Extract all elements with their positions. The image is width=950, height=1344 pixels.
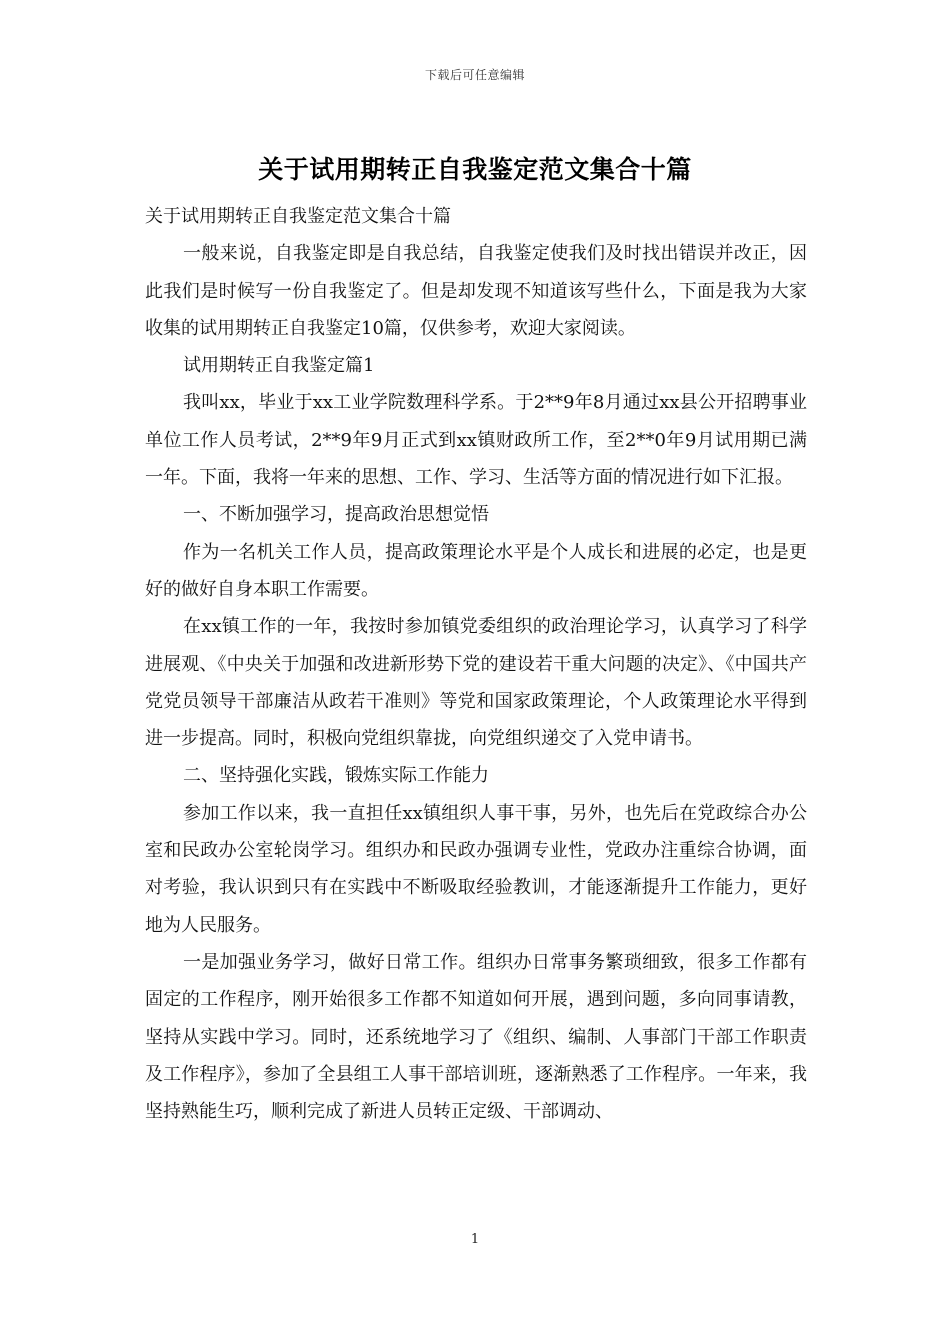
paragraph: 我叫xx，毕业于xx工业学院数理科学系。于2**9年8月通过xx县公开招聘事业单位工作人员考试，2**9年9月正式到xx镇财政所工作，至2**0年9月试用期已满一年。下面，我将一年来的思想、工作、学习、生活等方面的情况进行如下汇报。 <box>145 392 807 489</box>
paragraph: 一般来说，自我鉴定即是自我总结，自我鉴定使我们及时找出错误并改正，因此我们是时候写一份自我鉴定了。但是却发现不知道该写些什么，下面是我为大家收集的试用期转正自我鉴定10篇，仅供参考，欢迎大家阅读。 <box>145 243 807 339</box>
section-heading: 二、坚持强化实践，锻炼实际工作能力 <box>183 765 489 787</box>
paragraph: 在xx镇工作的一年，我按时参加镇党委组织的政治理论学习，认真学习了科学进展观、《中央关于加强和改进新形势下党的建设若干重大问题的决定》、《中国共产党党员领导干部廉洁从政若干准则》等党和国家政策理论，个人政策理论水平得到进一步提高。同时，积极向党组织靠拢，向党组织递交了入党申请书。 <box>145 616 807 750</box>
document-body <box>145 198 807 1130</box>
document-title: 关于试用期转正自我鉴定范文集合十篇 <box>258 155 692 184</box>
paragraph: 参加工作以来，我一直担任xx镇组织人事干事，另外，也先后在党政综合办公室和民政办公室轮岗学习。组织办和民政办强调专业性，党政办注重综合协调，面对考验，我认识到只有在实践中不断吸取经验教训，才能逐渐提升工作能力，更好地为人民服务。 <box>145 802 807 936</box>
page-number: 1 <box>470 1232 480 1247</box>
paragraph: 作为一名机关工作人员，提高政策理论水平是个人成长和进展的必定，也是更好的做好自身本职工作需要。 <box>145 541 807 600</box>
paragraph-subtitle: 关于试用期转正自我鉴定范文集合十篇 <box>145 206 451 227</box>
header-note: 下载后可任意编辑 <box>424 68 525 82</box>
section-heading: 一、不断加强学习，提高政治思想觉悟 <box>183 504 489 526</box>
paragraph: 一是加强业务学习，做好日常工作。组织办日常事务繁琐细致，很多工作都有固定的工作程序，刚开始很多工作都不知道如何开展，遇到问题，多向同事请教，坚持从实践中学习。同时，还系统地学习了《组织、编制、人事部门干部工作职责及工作程序》，参加了全县组工人事干部培训班，逐渐熟悉了工作程序。一年来，我坚持熟能生巧，顺利完成了新进人员转正定级、干部调动、 <box>145 951 807 1123</box>
section-heading: 试用期转正自我鉴定篇1 <box>183 355 375 377</box>
